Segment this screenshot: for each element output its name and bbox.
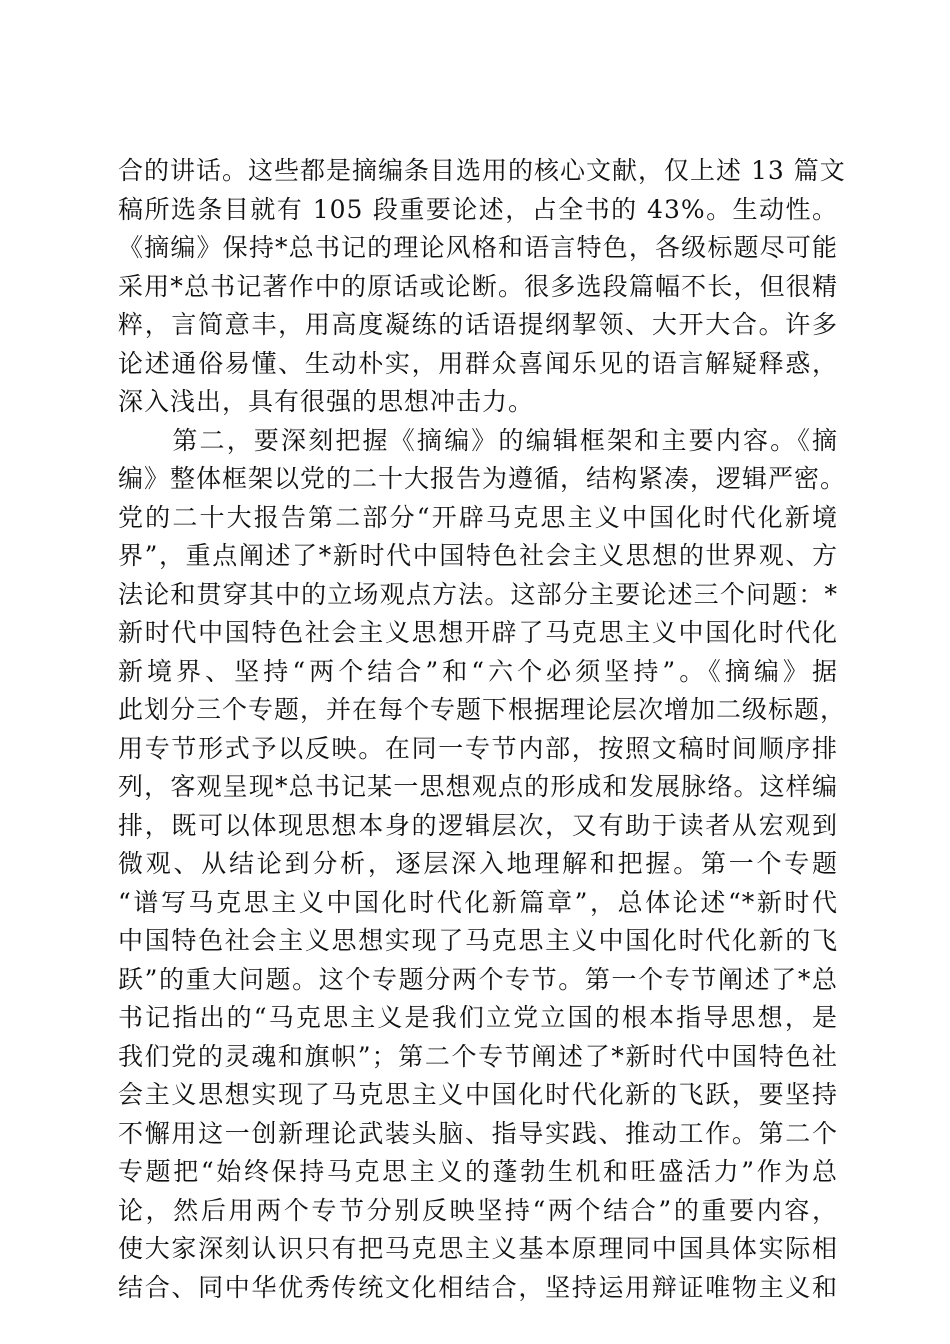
text-line: 新境界、坚持“两个结合”和“六个必须坚持”。《摘编》据 xyxy=(118,656,838,686)
body-text xyxy=(118,152,847,1307)
text-line: 结合、同中华优秀传统文化相结合，坚持运用辩证唯物主义和 xyxy=(118,1272,838,1302)
text-line: 第二，要深刻把握《摘编》的编辑框架和主要内容。《摘 xyxy=(118,425,838,455)
text-line: 列，客观呈现*总书记某一思想观点的形成和发展脉络。这样编 xyxy=(118,772,838,801)
text-line: 论，然后用两个专节分别反映坚持“两个结合”的重要内容， xyxy=(118,1195,838,1225)
text-line: 排，既可以体现思想本身的逻辑层次，又有助于读者从宏观到 xyxy=(118,810,838,840)
text-line: 微观、从结论到分析，逐层深入地理解和把握。第一个专题 xyxy=(118,849,838,878)
text-line: 合的讲话。这些都是摘编条目选用的核心文献，仅上述 13 篇文 xyxy=(118,156,846,185)
text-line: 法论和贯穿其中的立场观点方法。这部分主要论述三个问题：* xyxy=(118,579,838,609)
text-line: 粹，言简意丰，用高度凝练的话语提纲挈领、大开大合。许多 xyxy=(118,310,838,339)
text-line: 界”，重点阐述了*新时代中国特色社会主义思想的世界观、方 xyxy=(118,541,838,570)
text-line: 稿所选条目就有 105 段重要论述，占全书的 43%。生动性。 xyxy=(118,194,838,224)
text-line: 新时代中国特色社会主义思想开辟了马克思主义中国化时代化 xyxy=(118,618,838,647)
text-line: 不懈用这一创新理论武装头脑、指导实践、推动工作。第二个 xyxy=(118,1118,838,1148)
text-line: 此划分三个专题，并在每个专题下根据理论层次增加二级标题， xyxy=(118,695,847,724)
text-line: 用专节形式予以反映。在同一专节内部，按照文稿时间顺序排 xyxy=(118,733,838,763)
text-line: 编》整体框架以党的二十大报告为遵循，结构紧凑，逻辑严密。 xyxy=(118,464,847,493)
text-line: 会主义思想实现了马克思主义中国化时代化新的飞跃，要坚持 xyxy=(118,1080,838,1109)
text-line: 使大家深刻认识只有把马克思主义基本原理同中国具体实际相 xyxy=(118,1234,838,1263)
text-line: 专题把“始终保持马克思主义的蓬勃生机和旺盛活力”作为总 xyxy=(118,1157,838,1186)
text-line: “谱写马克思主义中国化时代化新篇章”，总体论述“*新时代 xyxy=(118,887,838,917)
text-line: 采用*总书记著作中的原话或论断。很多选段篇幅不长，但很精 xyxy=(118,271,838,301)
text-line: 深入浅出，具有很强的思想冲击力。 xyxy=(118,387,535,416)
text-line: 跃”的重大问题。这个专题分两个专节。第一个专节阐述了*总 xyxy=(118,964,838,994)
text-line: 书记指出的“马克思主义是我们立党立国的根本指导思想，是 xyxy=(118,1003,838,1032)
text-line: 《摘编》保持*总书记的理论风格和语言特色，各级标题尽可能 xyxy=(118,233,838,262)
text-line: 我们党的灵魂和旗帜”；第二个专节阐述了*新时代中国特色社 xyxy=(118,1041,838,1071)
text-line: 党的二十大报告第二部分“开辟马克思主义中国化时代化新境 xyxy=(118,502,838,532)
text-line: 中国特色社会主义思想实现了马克思主义中国化时代化新的飞 xyxy=(118,926,838,955)
text-line: 论述通俗易懂、生动朴实，用群众喜闻乐见的语言解疑释惑， xyxy=(118,348,838,378)
